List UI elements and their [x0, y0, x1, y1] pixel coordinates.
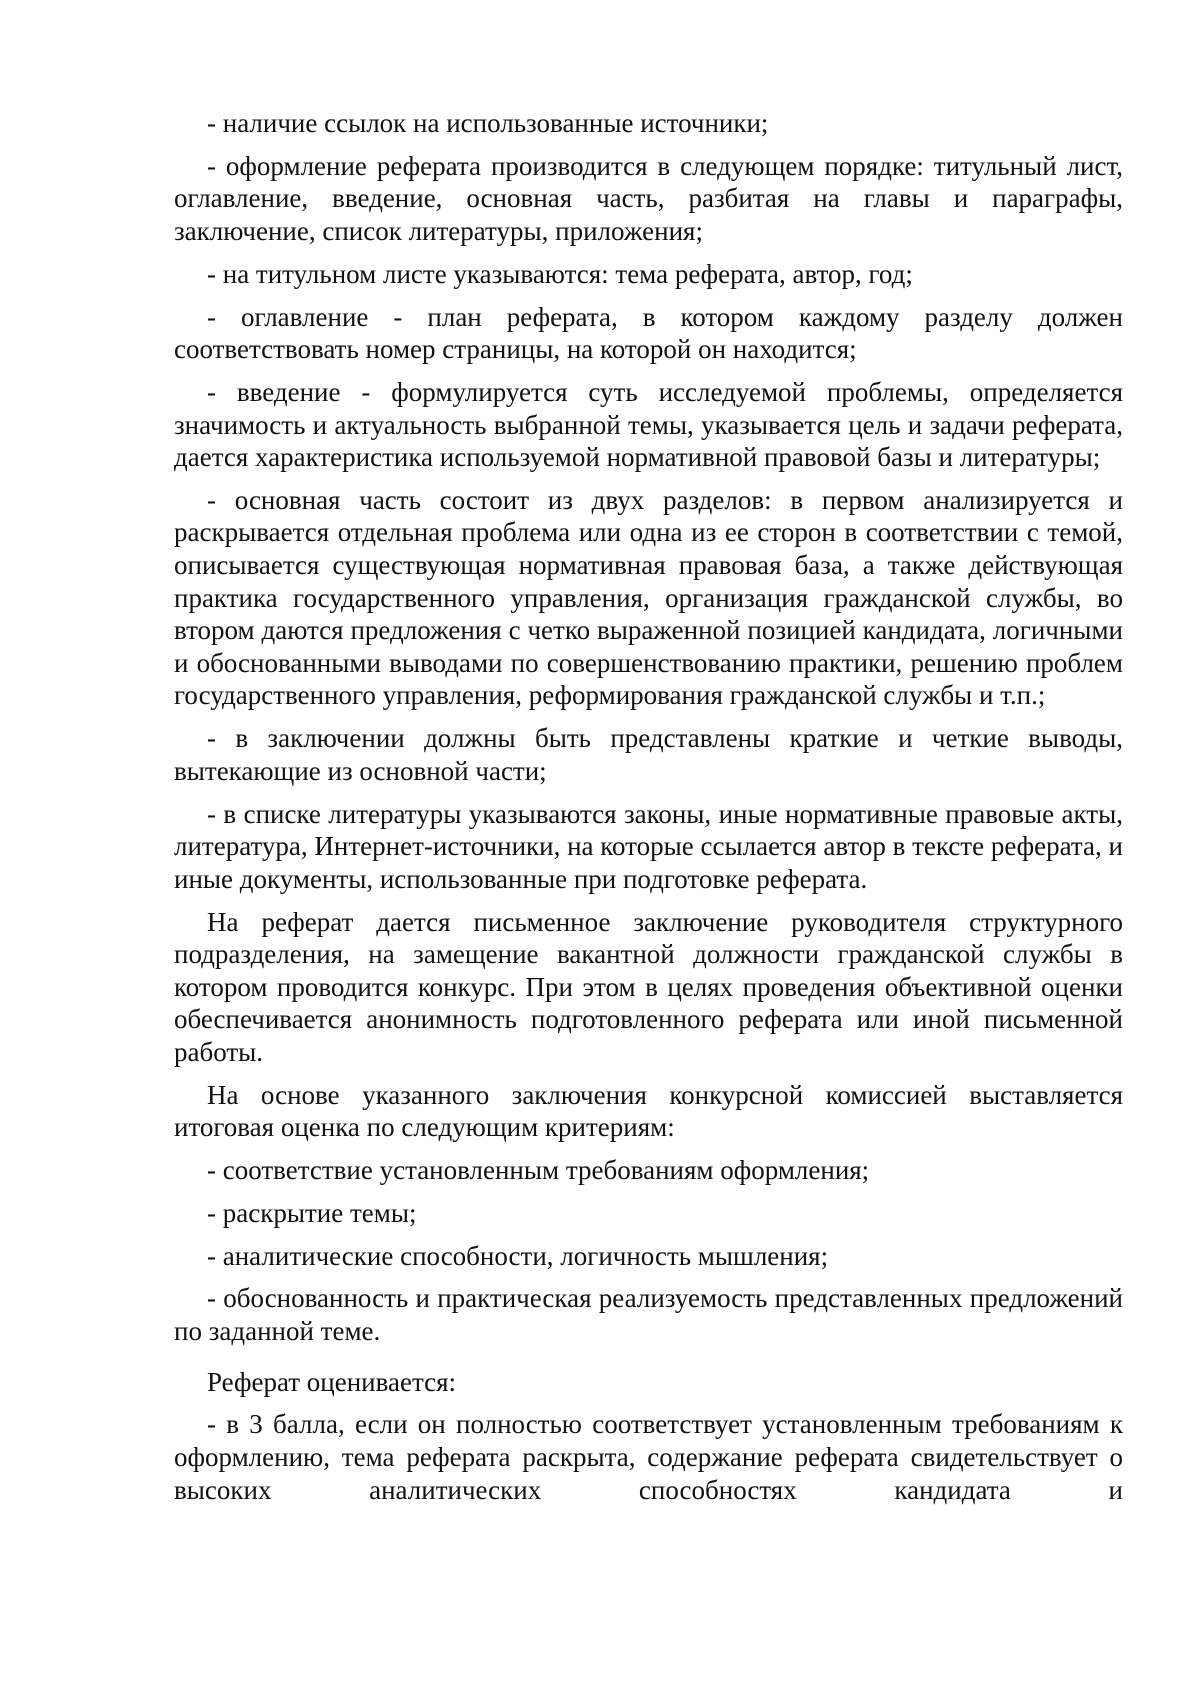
paragraph-criterion-feasibility: - обоснованность и практическая реализуемость представленных предложений по заданной теме.	[174, 1283, 1123, 1347]
paragraph-grade-three: - в 3 балла, если он полностью соответствует установленным требованиям к оформлению, тема реферата раскрыта, содержание реферата свидетельствует о высоких аналитических способностях кандидата и	[174, 1409, 1123, 1505]
paragraph-main-part: - основная часть состоит из двух разделов: в первом анализируется и раскрывается отдельная проблема или одна из ее сторон в соответствии с темой, описывается существующая нормативная правовая база, а также действующая практика государственного управления, организация гражданской службы, во втором даются предложения с четко выраженной позицией кандидата, логичными и обоснованными выводами по совершенствованию практики, решению проблем государственного управления, реформирования гражданской службы и т.п.;	[174, 484, 1123, 711]
paragraph-written-review: На реферат дается письменное заключение руководителя структурного подразделения, на замещение вакантной должности гражданской службы в котором проводится конкурс. При этом в целях проведения объективной оценки обеспечивается анонимность подготовленного реферата или иной письменной работы.	[174, 906, 1123, 1067]
paragraph-criterion-formatting: - соответствие установленным требованиям оформления;	[207, 1155, 870, 1186]
paragraph-grading-heading: Реферат оценивается:	[207, 1366, 457, 1397]
paragraph-introduction: - введение - формулируется суть исследуемой проблемы, определяется значимость и актуальность выбранной темы, указывается цель и задачи реферата, дается характеристика используемой нормативной правовой базы и литературы;	[174, 376, 1123, 473]
paragraph-criterion-topic: - раскрытие темы;	[207, 1197, 417, 1228]
document-page	[174, 107, 1123, 1516]
paragraph-conclusion: - в заключении должны быть представлены краткие и четкие выводы, вытекающие из основной части;	[174, 723, 1123, 786]
paragraph-title-page: - на титульном листе указываются: тема реферата, автор, год;	[207, 258, 913, 289]
paragraph-final-grade: На основе указанного заключения конкурсной комиссией выставляется итоговая оценка по следующим критериям:	[174, 1079, 1123, 1143]
paragraph-criterion-analytics: - аналитические способности, логичность мышления;	[207, 1240, 829, 1271]
paragraph-table-of-contents: - оглавление - план реферата, в котором каждому разделу должен соответствовать номер страницы, на которой он находится;	[174, 301, 1123, 365]
paragraph-formatting-order: - оформление реферата производится в следующем порядке: титульный лист, оглавление, введение, основная часть, разбитая на главы и параграфы, заключение, список литературы, приложения;	[174, 150, 1123, 246]
paragraph-references-note: - наличие ссылок на использованные источники;	[207, 108, 769, 138]
paragraph-bibliography: - в списке литературы указываются законы, иные нормативные правовые акты, литература, Интернет-источники, на которые ссылается автор в тексте реферата, и иные документы, использованные при подготовке реферата.	[174, 798, 1123, 894]
